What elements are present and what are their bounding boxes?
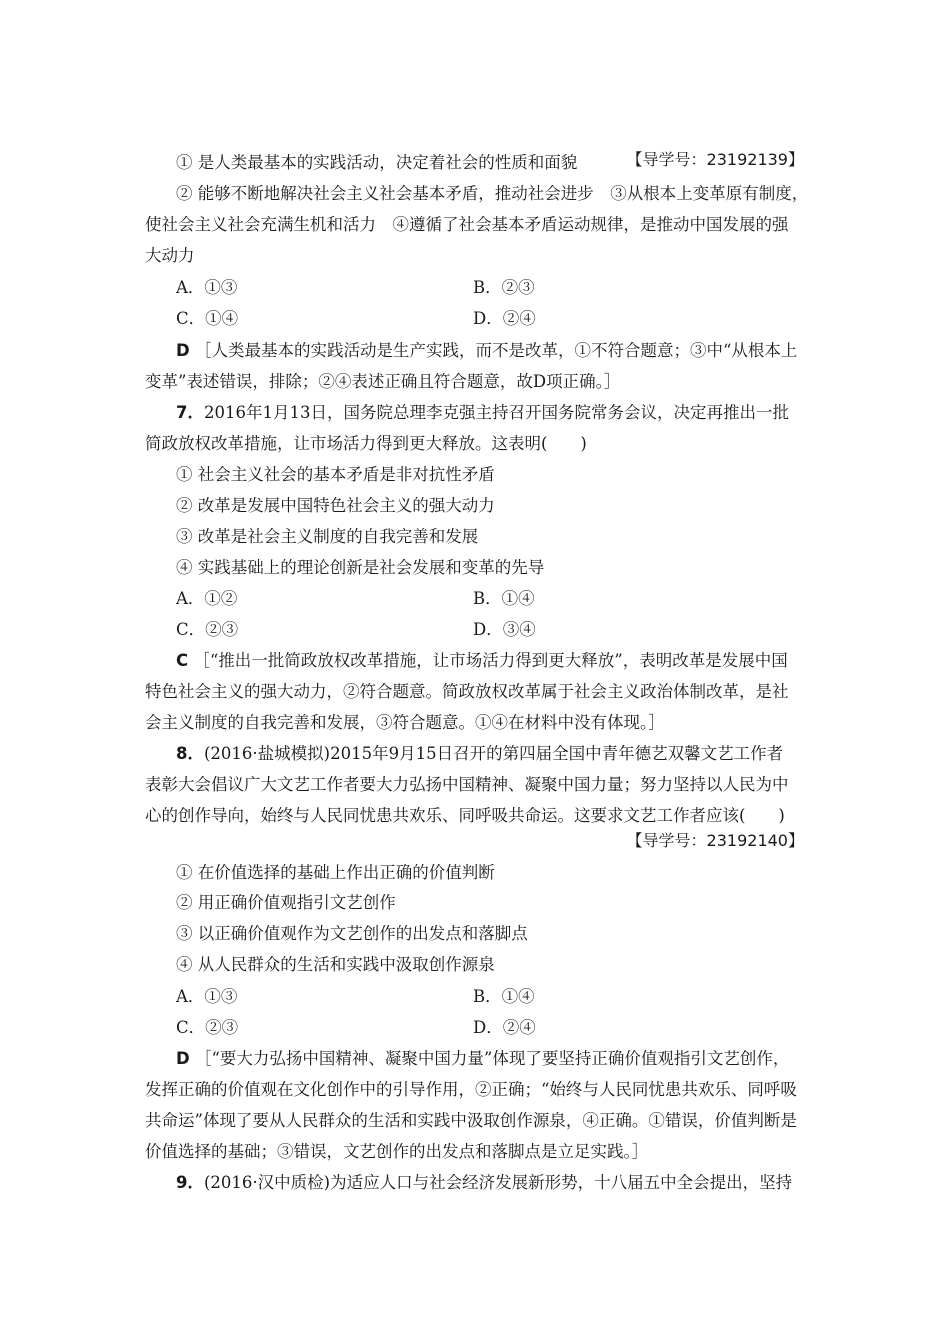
q7-answer-line-1	[176, 650, 788, 672]
q7-stem-line-2: 简政放权改革措施，让市场活力得到更大释放。这表明( )	[145, 434, 587, 453]
q8-item-4: ④ 从人民群众的生活和实践中汲取创作源泉	[176, 955, 495, 974]
q6-item-1: ① 是人类最基本的实践活动，决定着社会的性质和面貌	[176, 153, 578, 172]
q8-number: 8．	[176, 744, 204, 763]
q7-number: 7．	[176, 403, 204, 422]
q8-answer-line-4: 价值选择的基础；③错误，文艺创作的出发点和落脚点是立足实践。］	[145, 1142, 649, 1161]
q8-stem-line-2: 表彰大会倡议广大文艺工作者要大力弘扬中国精神、凝聚中国力量；努力坚持以人民为中	[145, 775, 789, 794]
reference-number: 【导学号：23192139】	[626, 150, 804, 169]
q8-item-1: ① 在价值选择的基础上作出正确的价值判断	[176, 863, 495, 882]
q7-item-1: ① 社会主义社会的基本矛盾是非对抗性矛盾	[176, 465, 495, 484]
q6-answer-letter: D	[176, 341, 190, 360]
q8-answer-letter: D	[176, 1049, 190, 1068]
q6-item-2-line-2: 使社会主义社会充满生机和活力 ④遵循了社会基本矛盾运动规律，是推动中国发展的强	[145, 215, 789, 234]
q8-option-d: D．②④	[473, 1018, 536, 1037]
q7-item-4: ④ 实践基础上的理论创新是社会发展和变革的先导	[176, 558, 545, 577]
q8-item-2: ② 用正确价值观指引文艺创作	[176, 893, 396, 912]
q7-item-3: ③ 改革是社会主义制度的自我完善和发展	[176, 527, 479, 546]
q6-item-2-line-3: 大动力	[145, 246, 195, 265]
q6-option-d: D．②④	[473, 309, 536, 328]
q8-item-3: ③ 以正确价值观作为文艺创作的出发点和落脚点	[176, 924, 528, 943]
q8-answer-text: ［“要大力弘扬中国精神、凝聚中国力量”体现了要坚持正确价值观指引文艺创作，	[194, 1049, 790, 1068]
q7-option-c: C．②③	[176, 620, 239, 639]
q7-answer-line-2: 特色社会主义的强大动力，②符合题意。简政放权改革属于社会主义政治体制改革，是社	[145, 682, 789, 701]
q7-answer-line-3: 会主义制度的自我完善和发展，③符合题意。①④在材料中没有体现。］	[145, 713, 665, 732]
q7-answer-letter: C	[176, 651, 189, 670]
q9-number: 9．	[176, 1173, 204, 1192]
q7-stem-text: 2016年1月13日，国务院总理李克强主持召开国务院常务会议，决定再推出一批	[203, 403, 789, 422]
reference-number: 【导学号：23192140】	[626, 831, 804, 850]
q8-stem-line-1	[176, 743, 783, 765]
q6-option-a: A．①③	[176, 278, 238, 297]
q6-answer-line-2: 变革”表述错误，排除；②④表述正确且符合题意，故D项正确。］	[145, 372, 621, 391]
q6-option-c: C．①④	[176, 309, 239, 328]
q7-answer-text: ［“推出一批简政放权改革措施，让市场活力得到更大释放”，表明改革是发展中国	[193, 651, 788, 670]
q6-answer-line-1	[176, 340, 797, 362]
q8-stem-text: (2016·盐城模拟)2015年9月15日召开的第四届全国中青年德艺双馨文艺工作者	[203, 744, 784, 763]
q8-option-c: C．②③	[176, 1018, 239, 1037]
q8-option-b: B．①④	[473, 987, 535, 1006]
q6-answer-text: ［人类最基本的实践活动是生产实践，而不是改革，①不符合题意；③中“从根本上	[194, 341, 798, 360]
q7-option-a: A．①②	[176, 589, 238, 608]
q9-stem-line-1	[176, 1172, 792, 1194]
q8-stem-line-3: 心的创作导向，始终与人民同忧患共欢乐、同呼吸共命运。这要求文艺工作者应该( )	[145, 806, 785, 825]
q8-answer-line-3: 共命运”体现了要从人民群众的生活和实践中汲取创作源泉，④正确。①错误，价值判断是	[145, 1111, 797, 1130]
q6-option-b: B．②③	[473, 278, 535, 297]
q9-stem-text: (2016·汉中质检)为适应人口与社会经济发展新形势，十八届五中全会提出，坚持	[203, 1173, 793, 1192]
q7-option-d: D．③④	[473, 620, 536, 639]
q7-option-b: B．①④	[473, 589, 535, 608]
q6-item-2-line-1: ② 能够不断地解决社会主义社会基本矛盾，推动社会进步 ③从根本上变革原有制度，	[176, 184, 809, 203]
q8-option-a: A．①③	[176, 987, 238, 1006]
q8-answer-line-2: 发挥正确的价值观在文化创作中的引导作用，②正确；“始终与人民同忧患共欢乐、同呼吸	[145, 1080, 797, 1099]
q7-stem-line-1	[176, 402, 789, 424]
q7-item-2: ② 改革是发展中国特色社会主义的强大动力	[176, 496, 495, 515]
q8-answer-line-1	[176, 1048, 789, 1070]
